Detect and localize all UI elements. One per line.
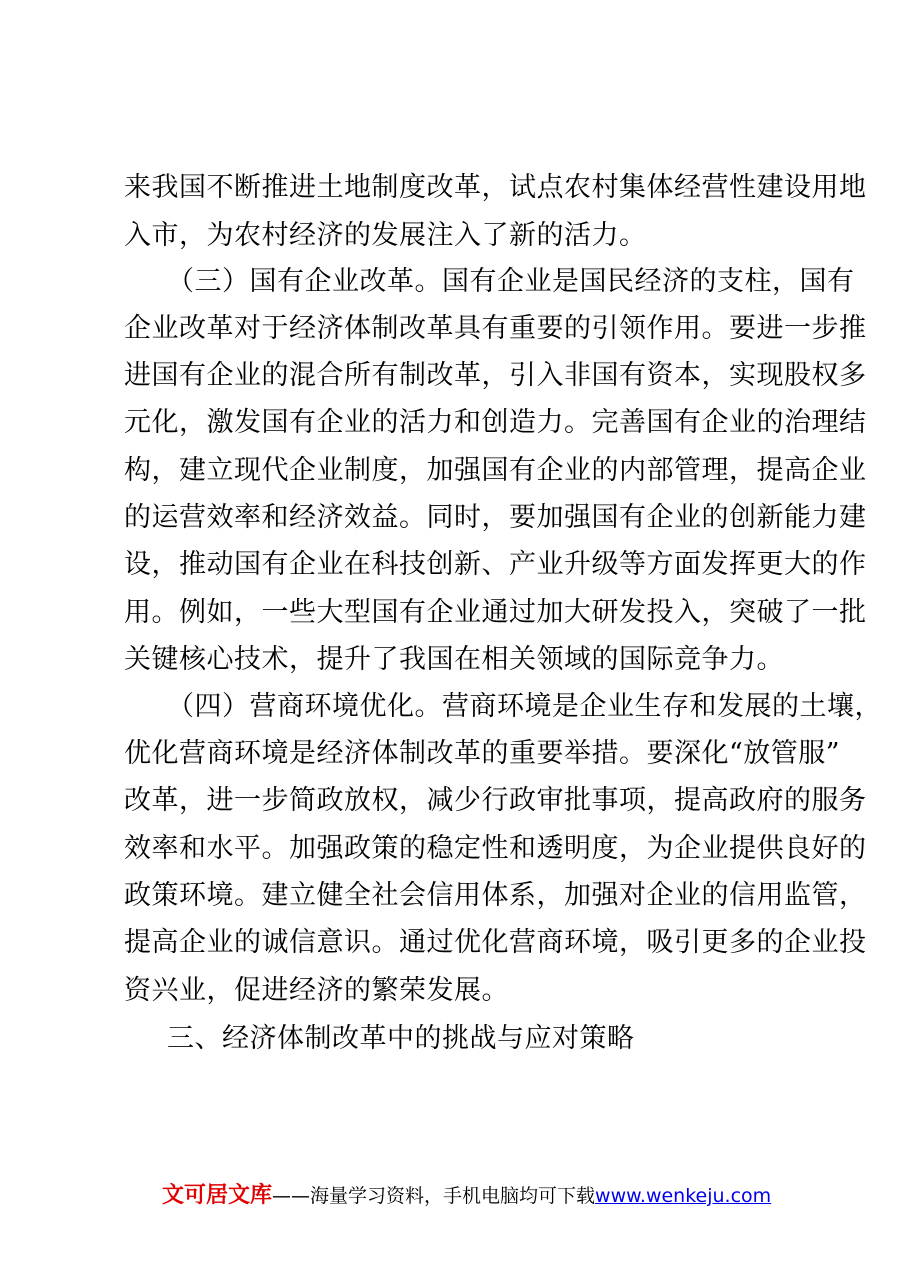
body-text-line: 效率和水平。加强政策的稳定性和透明度，为企业提供良好的: [124, 833, 867, 864]
footer-brand: 文可居文库: [162, 1183, 273, 1208]
footer-link[interactable]: www.wenkeju.com: [595, 1185, 772, 1207]
body-text-line: 提高企业的诚信意识。通过优化营商环境，吸引更多的企业投: [124, 927, 867, 958]
body-text-line: 用。例如，一些大型国有企业通过加大研发投入，突破了一批: [124, 597, 867, 628]
body-text-line: 企业改革对于经济体制改革具有重要的引领作用。要进一步推: [124, 313, 867, 344]
body-text-line: 构，建立现代企业制度，加强国有企业的内部管理，提高企业: [124, 455, 867, 486]
body-text-line: 入市，为农村经济的发展注入了新的活力。: [124, 220, 647, 251]
body-text-line: 资兴业，促进经济的繁荣发展。: [124, 975, 509, 1006]
body-text-line: （三）国有企业改革。国有企业是国民经济的支柱，国有: [167, 266, 855, 297]
body-text-line: 优化营商环境是经济体制改革的重要举措。要深化“放管服”: [124, 738, 841, 769]
section-heading: 三、经济体制改革中的挑战与应对策略: [167, 1023, 635, 1054]
footer-description: ——海量学习资料，手机电脑均可下载: [272, 1185, 596, 1207]
body-text-line: 设，推动国有企业在科技创新、产业升级等方面发挥更大的作: [124, 549, 867, 580]
body-text-line: 元化，激发国有企业的活力和创造力。完善国有企业的治理结: [124, 407, 867, 438]
body-text-line: 改革，进一步简政放权，减少行政审批事项，提高政府的服务: [124, 785, 867, 816]
footer: [162, 1182, 771, 1210]
body-text-line: 政策环境。建立健全社会信用体系，加强对企业的信用监管，: [124, 880, 867, 911]
body-text-line: 关键核心技术，提升了我国在相关领域的国际竞争力。: [124, 644, 784, 675]
body-text-line: （四）营商环境优化。营商环境是企业生存和发展的土壤，: [167, 691, 882, 722]
body-text-line: 来我国不断推进土地制度改革，试点农村集体经营性建设用地: [124, 172, 867, 203]
body-text-line: 的运营效率和经济效益。同时，要加强国有企业的创新能力建: [124, 502, 867, 533]
body-text-line: 进国有企业的混合所有制改革，引入非国有资本，实现股权多: [124, 360, 867, 391]
